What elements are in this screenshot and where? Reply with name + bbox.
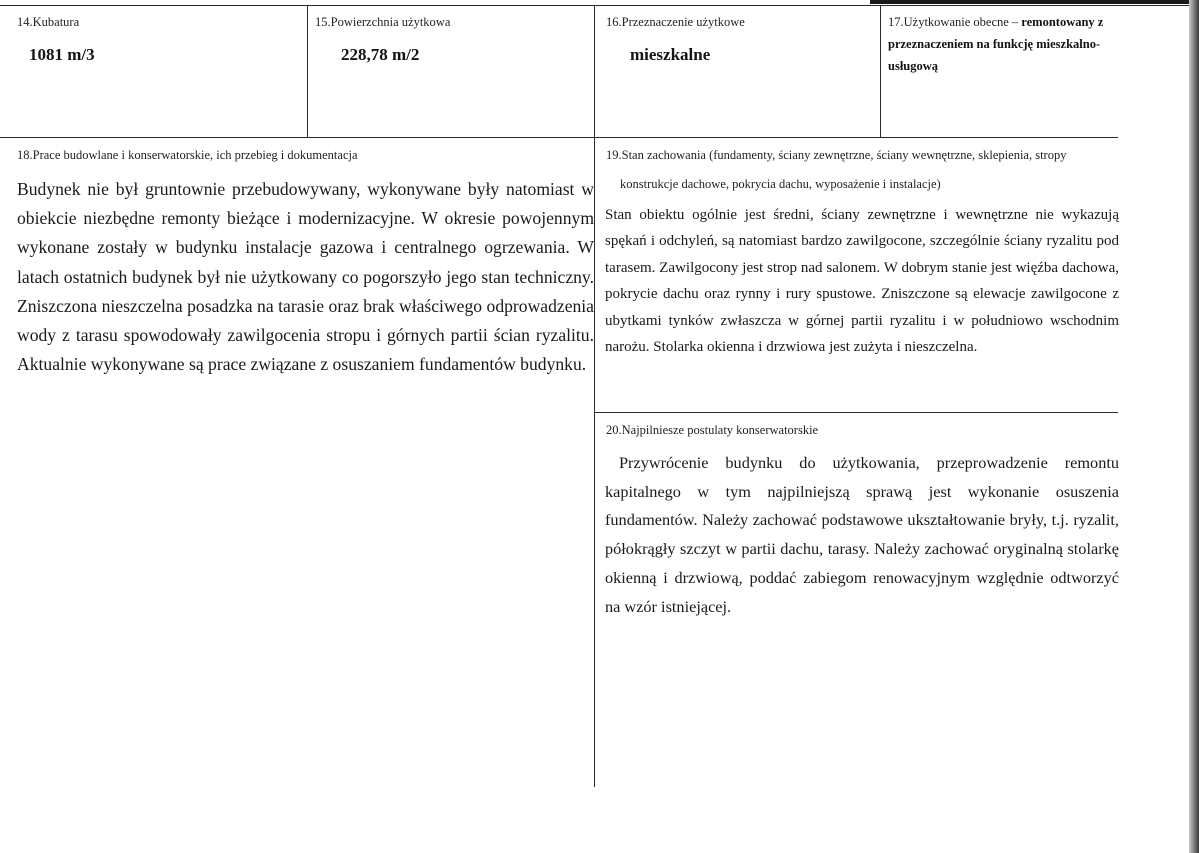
field-16-label: 16.Przeznaczenie użytkowe	[606, 15, 745, 29]
field-19-label-line2: konstrukcje dachowe, pokrycia dachu, wyposażenie i instalacje)	[620, 177, 941, 191]
field-19-text: Stan obiektu ogólnie jest średni, ściany zewnętrzne i wewnętrzne nie wykazują spękań i odchyleń, są natomiast bardzo zawilgocone, szczególnie ściany ryzalitu pod tarasem. Zawilgocony jest strop nad salonem. W dobrym stanie jest więźba dachowa, pokrycie dachu oraz rynny i rury spustowe. Zniszczone są elewacje zawilgocone z ubytkami tynków zwłaszcza w górnej partii ryzalitu i w południowo wschodnim narożu. Stolarka okienna i drzwiowa jest zużyta i nieszczelna.	[605, 207, 1119, 356]
field-18-text: Budynek nie był gruntownie przebudowywany, wykonywane były natomiast w obiekcie niezbędne remonty bieżące i modernizacyjne. W okresie powojennym wykonane zostały w budynku instalacje gazowa i centralnego ogrzewania. W latach ostatnich budynek był nie użytkowany co pogorszyło jego stan techniczny. Zniszczona nieszczelna posadzka na tarasie oraz brak właściwego odprowadzenia wody z tarasu spowodowały zawilgocenia stropu i górnych partii ścian ryzalitu. Aktualnie wykonywane są prace związane z osuszaniem fundamentów budynku.	[17, 179, 594, 375]
field-16-value: mieszkalne	[630, 45, 711, 64]
field-15-value: 228,78 m/2	[341, 45, 420, 64]
field-19-label-line1: 19.Stan zachowania (fundamenty, ściany zewnętrzne, ściany wewnętrzne, sklepienia, stropy	[606, 148, 1067, 162]
field-18-label: 18.Prace budowlane i konserwatorskie, ich przebieg i dokumentacja	[17, 148, 358, 162]
row-divider-19-20	[595, 412, 1118, 413]
field-20-label: 20.Najpilniesze postulaty konserwatorskie	[606, 423, 819, 437]
field-14-value: 1081 m/3	[29, 45, 95, 64]
field-17-label: 17.Użytkowanie obecne –	[888, 15, 1022, 29]
field-15-label: 15.Powierzchnia użytkowa	[315, 15, 451, 29]
scan-edge	[1189, 0, 1199, 853]
col-divider-16-17	[880, 5, 881, 138]
field-17-value: remontowany z przeznaczeniem na funkcję mieszkalno-usługową	[888, 15, 1104, 73]
field-20-text: Przywrócenie budynku do użytkowania, przeprowadzenie remontu kapitalnego w tym najpilniejszą sprawą jest wykonanie osuszenia fundamentów. Należy zachować podstawowe ukształtowanie bryły, t.j. ryzalit, półokrągły szczyt w partii dachu, tarasy. Należy zachować oryginalną stolarkę okienną i drzwiową, poddać zabiegom renowacyjnym względnie odtworzyć na wzór istniejącej.	[605, 453, 1119, 616]
top-edge-shadow	[870, 0, 1199, 4]
col-divider-14-15	[307, 5, 308, 138]
col-divider-main	[594, 5, 595, 787]
field-17-cell	[888, 11, 1120, 77]
row-divider-1	[0, 137, 1118, 138]
field-14-label: 14.Kubatura	[17, 15, 80, 29]
